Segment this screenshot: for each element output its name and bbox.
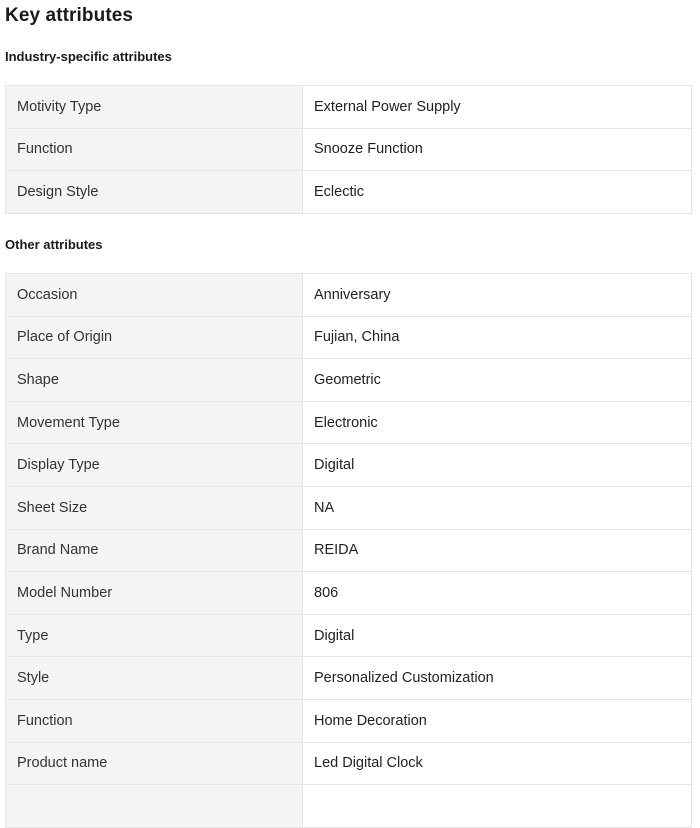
attribute-key: Function — [6, 699, 303, 742]
table-row — [6, 529, 692, 572]
attribute-key: Brand Name — [6, 529, 303, 572]
table-row — [6, 699, 692, 742]
attribute-value: External Power Supply — [303, 86, 692, 129]
attribute-value: 806 — [303, 572, 692, 615]
industry-attributes-table — [5, 85, 692, 214]
table-row — [6, 86, 692, 129]
page-title: Key attributes — [5, 5, 134, 26]
attribute-key: Place of Origin — [6, 316, 303, 359]
attribute-key: Product name — [6, 742, 303, 785]
table-row — [6, 572, 692, 615]
attribute-value: Geometric — [303, 359, 692, 402]
attribute-value: Home Decoration — [303, 699, 692, 742]
attribute-value: Anniversary — [303, 274, 692, 317]
attribute-value: Digital — [303, 444, 692, 487]
table-row — [6, 274, 692, 317]
attribute-value: Snooze Function — [303, 128, 692, 171]
table-row — [6, 742, 692, 785]
attribute-key: Motivity Type — [6, 86, 303, 129]
other-attributes-heading: Other attributes — [5, 237, 103, 252]
table-row — [6, 171, 692, 214]
attribute-value: Led Digital Clock — [303, 742, 692, 785]
table-row — [6, 785, 692, 828]
attribute-value: REIDA — [303, 529, 692, 572]
other-attributes-table — [5, 273, 692, 828]
industry-attributes-heading: Industry-specific attributes — [5, 49, 172, 64]
attribute-key: Function — [6, 128, 303, 171]
attribute-value: Digital — [303, 614, 692, 657]
attribute-key: Shape — [6, 359, 303, 402]
attribute-value: Electronic — [303, 401, 692, 444]
table-row — [6, 614, 692, 657]
table-row — [6, 401, 692, 444]
attribute-key: Sheet Size — [6, 486, 303, 529]
table-row — [6, 444, 692, 487]
attribute-value: Fujian, China — [303, 316, 692, 359]
attribute-value — [303, 785, 692, 828]
attribute-value: Personalized Customization — [303, 657, 692, 700]
table-row — [6, 128, 692, 171]
attribute-key: Occasion — [6, 274, 303, 317]
attribute-value: NA — [303, 486, 692, 529]
attribute-key: Style — [6, 657, 303, 700]
table-row — [6, 657, 692, 700]
attribute-key: Design Style — [6, 171, 303, 214]
attribute-key: Type — [6, 614, 303, 657]
attribute-key — [6, 785, 303, 828]
table-row — [6, 486, 692, 529]
attribute-key: Display Type — [6, 444, 303, 487]
attribute-key: Model Number — [6, 572, 303, 615]
attribute-value: Eclectic — [303, 171, 692, 214]
attribute-key: Movement Type — [6, 401, 303, 444]
table-row — [6, 359, 692, 402]
table-row — [6, 316, 692, 359]
